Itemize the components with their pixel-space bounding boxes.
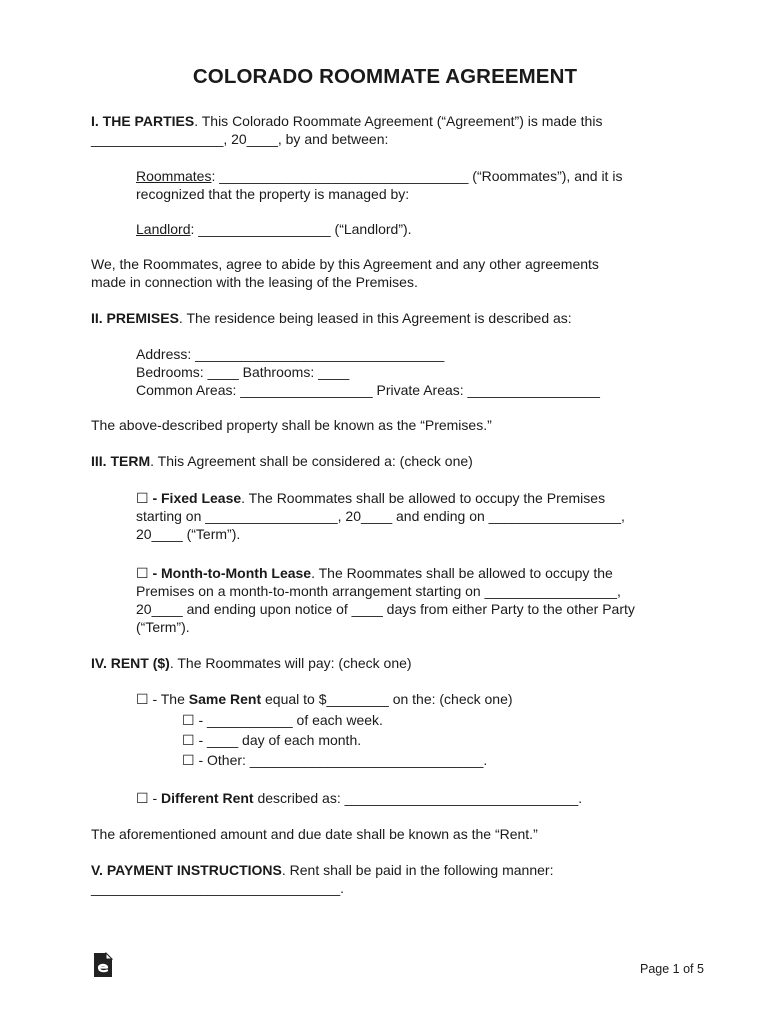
- parties-line-2: _________________, 20____, by and between:: [91, 131, 389, 147]
- rent-heading: IV. RENT ($): [91, 655, 170, 671]
- premises-intro: II. PREMISES. The residence being leased in this Agreement is described as:: [91, 310, 572, 326]
- other-checkbox[interactable]: ☐: [182, 752, 195, 768]
- mtm-line-1: ☐ - Month-to-Month Lease. The Roommates shall be allowed to occupy the: [136, 565, 613, 581]
- week-checkbox[interactable]: ☐: [182, 712, 195, 728]
- premises-details: [136, 345, 600, 399]
- parties-heading: I. THE PARTIES: [91, 113, 195, 129]
- payment-line-2: ________________________________.: [91, 880, 345, 896]
- different-rent-option: ☐ - Different Rent described as: ______________________________.: [136, 790, 583, 806]
- month-checkbox[interactable]: ☐: [182, 732, 195, 748]
- parties-paragraph: [91, 112, 602, 148]
- same-rent-option: ☐ - The Same Rent equal to $________ on the: (check one): [136, 691, 513, 707]
- different-rent-label: Different Rent: [161, 790, 254, 806]
- different-rent-checkbox[interactable]: ☐: [136, 790, 149, 806]
- abide-paragraph: We, the Roommates, agree to abide by this Agreement and any other agreements made in connection with the leasing of the Premises.: [91, 256, 599, 290]
- rent-intro: IV. RENT ($). The Roommates will pay: (check one): [91, 655, 412, 671]
- suboption-month: ☐ - ____ day of each month.: [182, 732, 362, 748]
- premises-address: Address: ________________________________: [136, 346, 445, 362]
- mtm-checkbox[interactable]: ☐: [136, 565, 149, 581]
- payment-paragraph: [91, 861, 553, 897]
- brand-logo-icon: [92, 952, 114, 978]
- page-number: Page 1 of 5: [640, 962, 704, 976]
- suboption-week: ☐ - ___________ of each week.: [182, 712, 383, 728]
- landlord-label: Landlord: [136, 221, 191, 237]
- premises-heading: II. PREMISES: [91, 310, 179, 326]
- term-intro: III. TERM. This Agreement shall be considered a: (check one): [91, 453, 473, 469]
- roommates-paragraph: [136, 167, 622, 203]
- fixed-lease-checkbox[interactable]: ☐: [136, 490, 149, 506]
- suboption-other: ☐ - Other: ______________________________.: [182, 752, 488, 768]
- document-title: COLORADO ROOMMATE AGREEMENT: [192, 65, 578, 88]
- rent-known-as: The aforementioned amount and due date shall be known as the “Rent.”: [91, 826, 538, 842]
- roommates-label: Roommates: [136, 168, 212, 184]
- fixed-lease-line-1: ☐ - Fixed Lease. The Roommates shall be allowed to occupy the Premises: [136, 490, 606, 506]
- premises-bed-bath: Bedrooms: ____ Bathrooms: ____: [136, 364, 350, 380]
- fixed-lease-label: - Fixed Lease: [152, 490, 242, 506]
- roommates-line-1: Roommates: ________________________________ (“Roommates”), and it is: [136, 168, 623, 184]
- month-to-month-option: ☐ - Month-to-Month Lease. The Roommates shall be allowed to occupy the Premises on a month-to-month arrangement starting on _________________, 20____ and ending upon notice of ____ days from either Party to the other Party (“Term”).: [136, 565, 635, 635]
- premises-known-as: The above-described property shall be known as the “Premises.”: [91, 417, 492, 433]
- payment-heading: V. PAYMENT INSTRUCTIONS: [91, 862, 282, 878]
- parties-line-1: I. THE PARTIES. This Colorado Roommate Agreement (“Agreement”) is made this: [91, 113, 603, 129]
- premises-areas: Common Areas: _________________ Private Areas: _________________: [136, 382, 600, 398]
- term-heading: III. TERM: [91, 453, 151, 469]
- mtm-label: - Month-to-Month Lease: [152, 565, 312, 581]
- roommates-line-2: recognized that the property is managed by:: [136, 186, 410, 202]
- same-rent-suboptions: [182, 710, 487, 770]
- landlord-line: Landlord: _________________ (“Landlord”).: [136, 221, 412, 237]
- fixed-lease-option: ☐ - Fixed Lease. The Roommates shall be allowed to occupy the Premises starting on _________________, 20____ and ending on _________________, 20____ (“Term”).: [136, 490, 625, 542]
- same-rent-checkbox[interactable]: ☐: [136, 691, 149, 707]
- same-rent-label: Same Rent: [188, 691, 262, 707]
- payment-line-1: V. PAYMENT INSTRUCTIONS. Rent shall be paid in the following manner:: [91, 862, 554, 878]
